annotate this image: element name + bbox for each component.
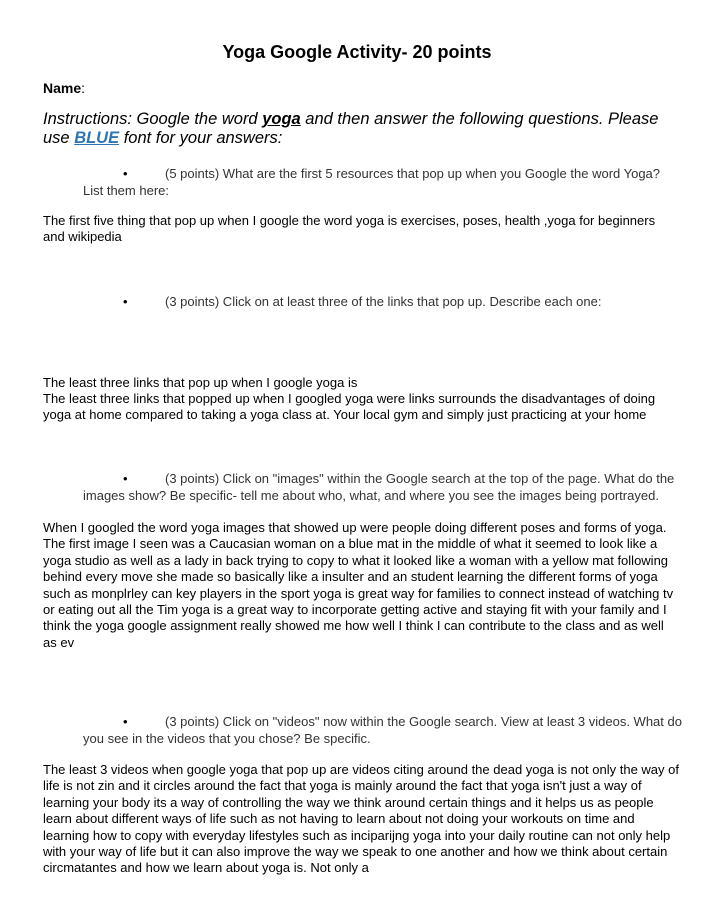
question-2-text: (3 points) Click on at least three of the links that pop up. Describe each one:: [165, 294, 602, 309]
bullet-icon: •: [123, 471, 128, 486]
answer-2-heading: The least three links that pop up when I google yoga is: [43, 375, 358, 390]
answer-1: The first five thing that pop up when I google the word yoga is exercises, poses, health ,yoga for beginners and wikipedia: [43, 213, 656, 245]
question-3-text: (3 points) Click on "images" within the Google search at the top of the page. What do the images show? Be specific- tell me about who, what, and where you see the images being portrayed.: [83, 471, 675, 503]
name-field-line: [43, 79, 85, 97]
question-3: [83, 471, 683, 504]
bullet-icon: •: [123, 714, 128, 729]
instructions-text-3: font for your answers:: [119, 129, 283, 147]
answer-2: The least three links that popped up when I googled yoga were links surrounds the disadvantages of doing yoga at home compared to taking a yoga class at. Your local gym and simply just practicing at your home: [43, 391, 656, 423]
bullet-icon: •: [123, 166, 128, 181]
question-4-text: (3 points) Click on "videos" now within the Google search. View at least 3 videos. What do you see in the videos that you chose? Be specific.: [83, 714, 682, 746]
instructions-paragraph: [43, 110, 673, 148]
instructions-blue-word: BLUE: [74, 129, 120, 147]
instructions-keyword: yoga: [262, 110, 301, 128]
answer-3: When I googled the word yoga images that showed up were people doing different poses and forms of yoga. The first image I seen was a Caucasian woman on a blue mat in the middle of what it seemed to look like a yoga studio as well as a lady in back trying to copy to what it looked like a woman with a yellow mat following behind every move she made so basically like a insulter and an student learning the different forms of yoga such as monplrley can key players in the sport yoga is great way for families to connect instead of watching tv or eating out all the Tim yoga is a great way to incorporate getting active and staying fit with your family and I think the yoga google assignment really showed me how well I think I can contribute to the class and as well as ev: [43, 520, 674, 650]
question-1-text: (5 points) What are the first 5 resources that pop up when you Google the word Yoga? List them here:: [83, 166, 661, 198]
question-4: [83, 714, 683, 747]
name-colon: :: [81, 80, 86, 96]
instructions-text-2: and then answer the following questions. Please use: [43, 110, 659, 147]
bullet-icon: •: [123, 294, 128, 309]
instructions-text-1: Instructions: Google the word: [43, 110, 263, 128]
name-label: Name: [43, 80, 82, 96]
page-title: Yoga Google Activity- 20 points: [222, 42, 492, 62]
question-2: [83, 294, 683, 311]
answer-4: The least 3 videos when google yoga that pop up are videos citing around the dead yoga is not only the way of life is not zin and it circles around the fact that yoga is mainly around the fact that yoga isn't just a way of learning your body its a way of controlling the way we think around certain things and it helps us as people learn about different ways of life such as not having to learn about not doing your workouts on time and learning how to copy with everyday lifestyles such as inciparijng yoga into your daily routine can not only help with your way of life but it can also improve the way we speak to one another and how we think about certain circmatantes and how we learn about yoga is. Not only a: [43, 762, 679, 876]
question-1: [83, 166, 683, 199]
